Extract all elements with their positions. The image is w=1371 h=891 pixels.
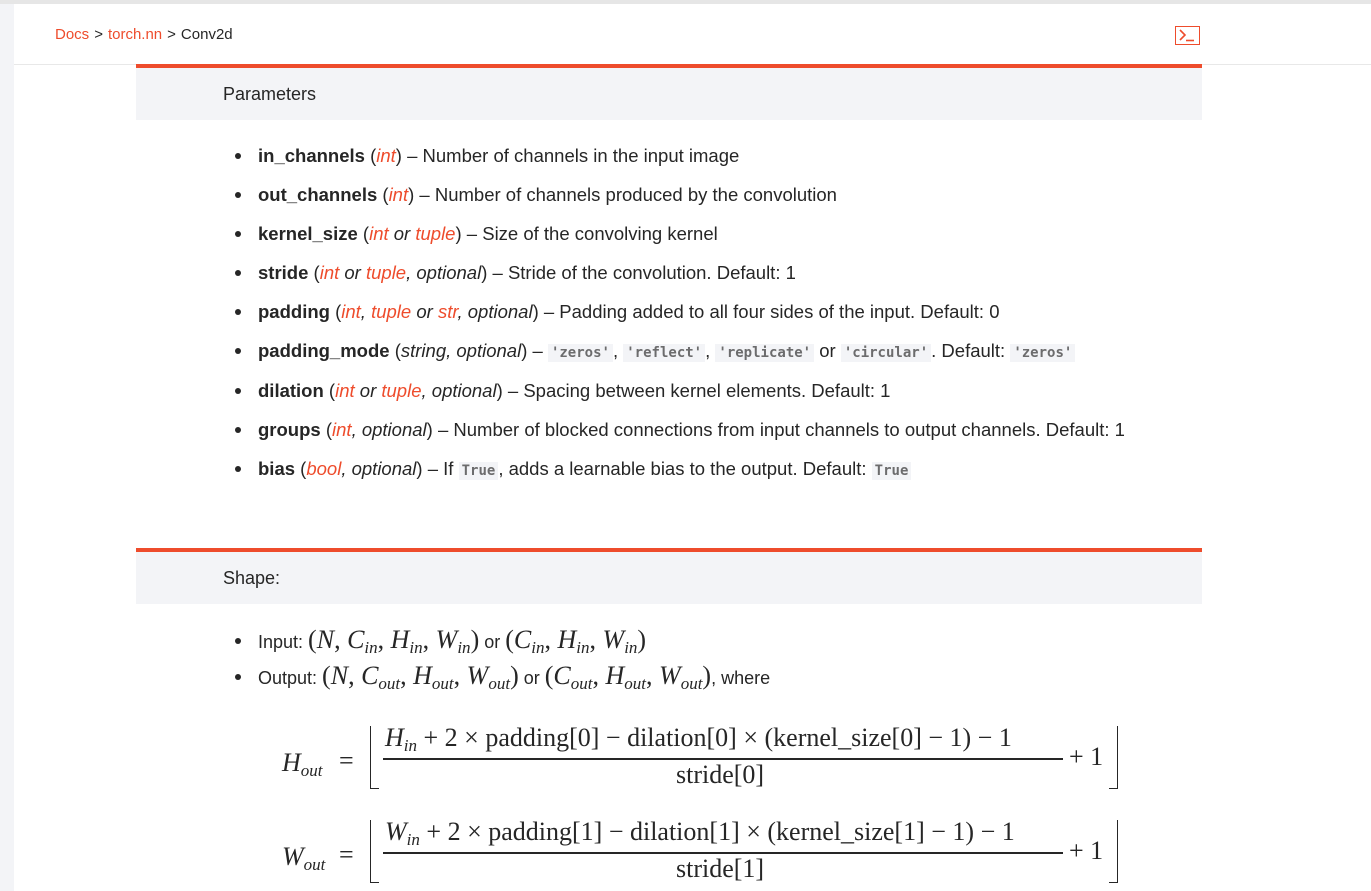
page-header — [14, 4, 1371, 65]
param-description: – Number of channels in the input image — [401, 145, 740, 166]
param-type — [376, 145, 396, 166]
output-shape-3d-math: ($C_{out}$, $H_{out}$, $W_{out}$) — [544, 661, 712, 693]
param-description: – Size of the convolving kernel — [461, 223, 718, 245]
param-description: , adds a learnable bias to the output. Default: — [498, 457, 872, 479]
param-description: – Spacing between kernel elements. Default: 1 — [502, 379, 891, 401]
param-paren-open: ( — [389, 340, 401, 362]
param-type — [369, 223, 455, 244]
param-type-text: or — [411, 301, 438, 323]
param-type — [320, 262, 482, 283]
param-type-text: , optional — [457, 301, 533, 323]
param-paren-open: ( — [320, 418, 333, 440]
param-type — [401, 340, 521, 361]
parameter-item — [233, 139, 1213, 178]
param-description: – — [527, 340, 548, 362]
param-type — [306, 458, 416, 479]
eq-plus-one: + 1 — [1069, 836, 1104, 865]
param-paren-open: ( — [323, 379, 336, 401]
or-word: or — [819, 340, 836, 362]
param-default-code: True — [872, 462, 912, 480]
param-code-value: 'replicate' — [715, 344, 814, 362]
parameters-title: Parameters — [223, 84, 317, 104]
parameter-item — [233, 452, 1213, 491]
breadcrumb-link-docs[interactable]: Docs — [55, 26, 90, 43]
where-word: , where — [711, 668, 771, 688]
param-name: padding_mode — [258, 340, 390, 362]
param-description: – If — [422, 457, 459, 479]
floor-bracket-right — [1109, 726, 1118, 789]
eq-equals: = — [339, 840, 354, 869]
param-default-label: . Default: — [931, 340, 1011, 362]
input-shape-3d-math: ($C_{in}$, $H_{in}$, $W_{in}$) — [505, 625, 647, 657]
param-paren-close: ) — [521, 340, 528, 362]
param-type-link[interactable]: str — [437, 301, 458, 323]
param-type-link[interactable]: int — [369, 223, 389, 245]
param-description: – Stride of the convolution. Default: 1 — [487, 262, 796, 284]
param-paren-close: ) — [395, 145, 402, 166]
eq-denominator: stride[1] — [676, 854, 765, 883]
param-paren-close: ) — [481, 262, 488, 284]
param-name: kernel_size — [258, 223, 358, 245]
param-type-text: , optional — [341, 457, 417, 479]
floor-bracket-left — [370, 726, 379, 789]
shape-input-label: Input: — [258, 632, 309, 652]
param-type-text: string, optional — [400, 340, 522, 362]
or-word: or — [479, 632, 506, 652]
param-paren-close: ) — [532, 301, 539, 323]
param-default-code: 'zeros' — [1010, 344, 1075, 362]
param-type-text: , optional — [421, 379, 497, 401]
shape-list — [233, 622, 1133, 694]
parameters-section-header — [136, 64, 1202, 120]
eq-numerator: $W_{in} + 2$ × padding[1] − dilation[1] × (kernel_size[1] − 1) − 1 — [385, 817, 1015, 849]
param-paren-close: ) — [496, 379, 503, 401]
eq-equals: = — [339, 746, 354, 775]
shape-output-label: Output: — [258, 668, 323, 688]
param-paren-close: ) — [426, 418, 433, 440]
param-type-link[interactable]: tuple — [381, 379, 422, 401]
param-paren-open: ( — [308, 262, 320, 284]
param-paren-open: ( — [295, 457, 307, 479]
breadcrumb-separator: > — [167, 26, 176, 43]
param-description: – Padding added to all four sides of the input. Default: 0 — [538, 301, 1000, 323]
param-type-text: or — [354, 379, 382, 401]
param-type-text: or — [339, 262, 366, 284]
param-type — [335, 380, 497, 401]
eq-lhs: $H_{out}$ — [282, 748, 323, 780]
param-paren-close: ) — [455, 223, 462, 245]
parameter-item — [233, 334, 1213, 373]
param-type-link[interactable]: tuple — [371, 301, 412, 323]
parameter-item — [233, 413, 1213, 452]
floor-bracket-left — [370, 820, 379, 883]
comma-separator: , — [612, 340, 624, 362]
breadcrumb-link-torch-nn[interactable]: torch.nn — [107, 26, 163, 43]
param-paren-open: ( — [329, 301, 342, 323]
param-name: stride — [258, 262, 309, 284]
param-paren-close: ) — [408, 184, 415, 206]
param-description: – Number of blocked connections from input channels to output channels. Default: 1 — [432, 418, 1125, 440]
param-code-value: 'reflect' — [623, 344, 705, 362]
input-shape-4d-math: (N, $C_{in}$, $H_{in}$, $W_{in}$) — [308, 625, 480, 657]
param-paren-close: ) — [416, 457, 423, 479]
param-type-link[interactable]: int — [332, 418, 352, 440]
shape-title: Shape: — [223, 568, 281, 588]
param-name: in_channels — [258, 145, 365, 166]
shape-input-item — [233, 622, 1133, 658]
param-type-link[interactable]: tuple — [365, 262, 407, 284]
floor-bracket-right — [1109, 820, 1118, 883]
eq-numerator: $H_{in} + 2$ × padding[0] − dilation[0] × (kernel_size[0] − 1) − 1 — [385, 723, 1012, 755]
shape-section-header — [136, 548, 1202, 604]
comma-separator: , — [705, 340, 716, 362]
left-gutter — [0, 4, 14, 891]
breadcrumb-current: Conv2d — [180, 26, 233, 43]
param-type-link[interactable]: int — [376, 145, 396, 166]
param-name: padding — [258, 301, 330, 323]
output-shape-4d-math: (N, $C_{out}$, $H_{out}$, $W_{out}$) — [322, 661, 519, 693]
terminal-icon[interactable] — [1175, 26, 1200, 45]
param-name: bias — [258, 457, 296, 479]
param-type — [332, 419, 427, 440]
param-type-link[interactable]: tuple — [415, 223, 456, 245]
param-type-text: , optional — [406, 262, 482, 284]
param-type-link[interactable]: int — [319, 262, 340, 284]
eq-lhs: $W_{out}$ — [282, 842, 326, 874]
parameter-item — [233, 295, 1213, 334]
parameter-item — [233, 217, 1213, 256]
param-paren-open: ( — [377, 184, 389, 206]
parameter-item — [233, 178, 1213, 217]
param-paren-open: ( — [364, 145, 377, 166]
param-type-text: , — [360, 301, 372, 323]
param-code-value: True — [459, 462, 499, 480]
param-type — [341, 301, 532, 322]
param-name: groups — [258, 418, 321, 440]
parameter-item — [233, 256, 1213, 295]
param-type-link[interactable]: int — [388, 184, 409, 206]
param-name: dilation — [258, 379, 324, 401]
param-description: – Number of channels produced by the convolution — [414, 184, 837, 206]
param-type-text: or — [388, 223, 416, 245]
param-code-value: 'circular' — [841, 344, 931, 362]
breadcrumb-separator: > — [94, 26, 103, 43]
param-type-link[interactable]: int — [341, 301, 361, 323]
or-word: or — [518, 668, 545, 688]
param-paren-open: ( — [357, 223, 370, 245]
param-type-link[interactable]: bool — [306, 457, 342, 479]
eq-denominator: stride[0] — [676, 760, 765, 789]
shape-output-item — [233, 658, 1133, 694]
parameter-item — [233, 374, 1213, 413]
param-name: out_channels — [258, 184, 378, 206]
parameters-list — [233, 139, 1213, 491]
param-type-link[interactable]: int — [335, 379, 355, 401]
param-type-text: , optional — [351, 418, 427, 440]
eq-plus-one: + 1 — [1069, 742, 1104, 771]
param-type — [389, 184, 409, 205]
param-code-value: 'zeros' — [548, 344, 613, 362]
breadcrumb — [55, 26, 233, 43]
